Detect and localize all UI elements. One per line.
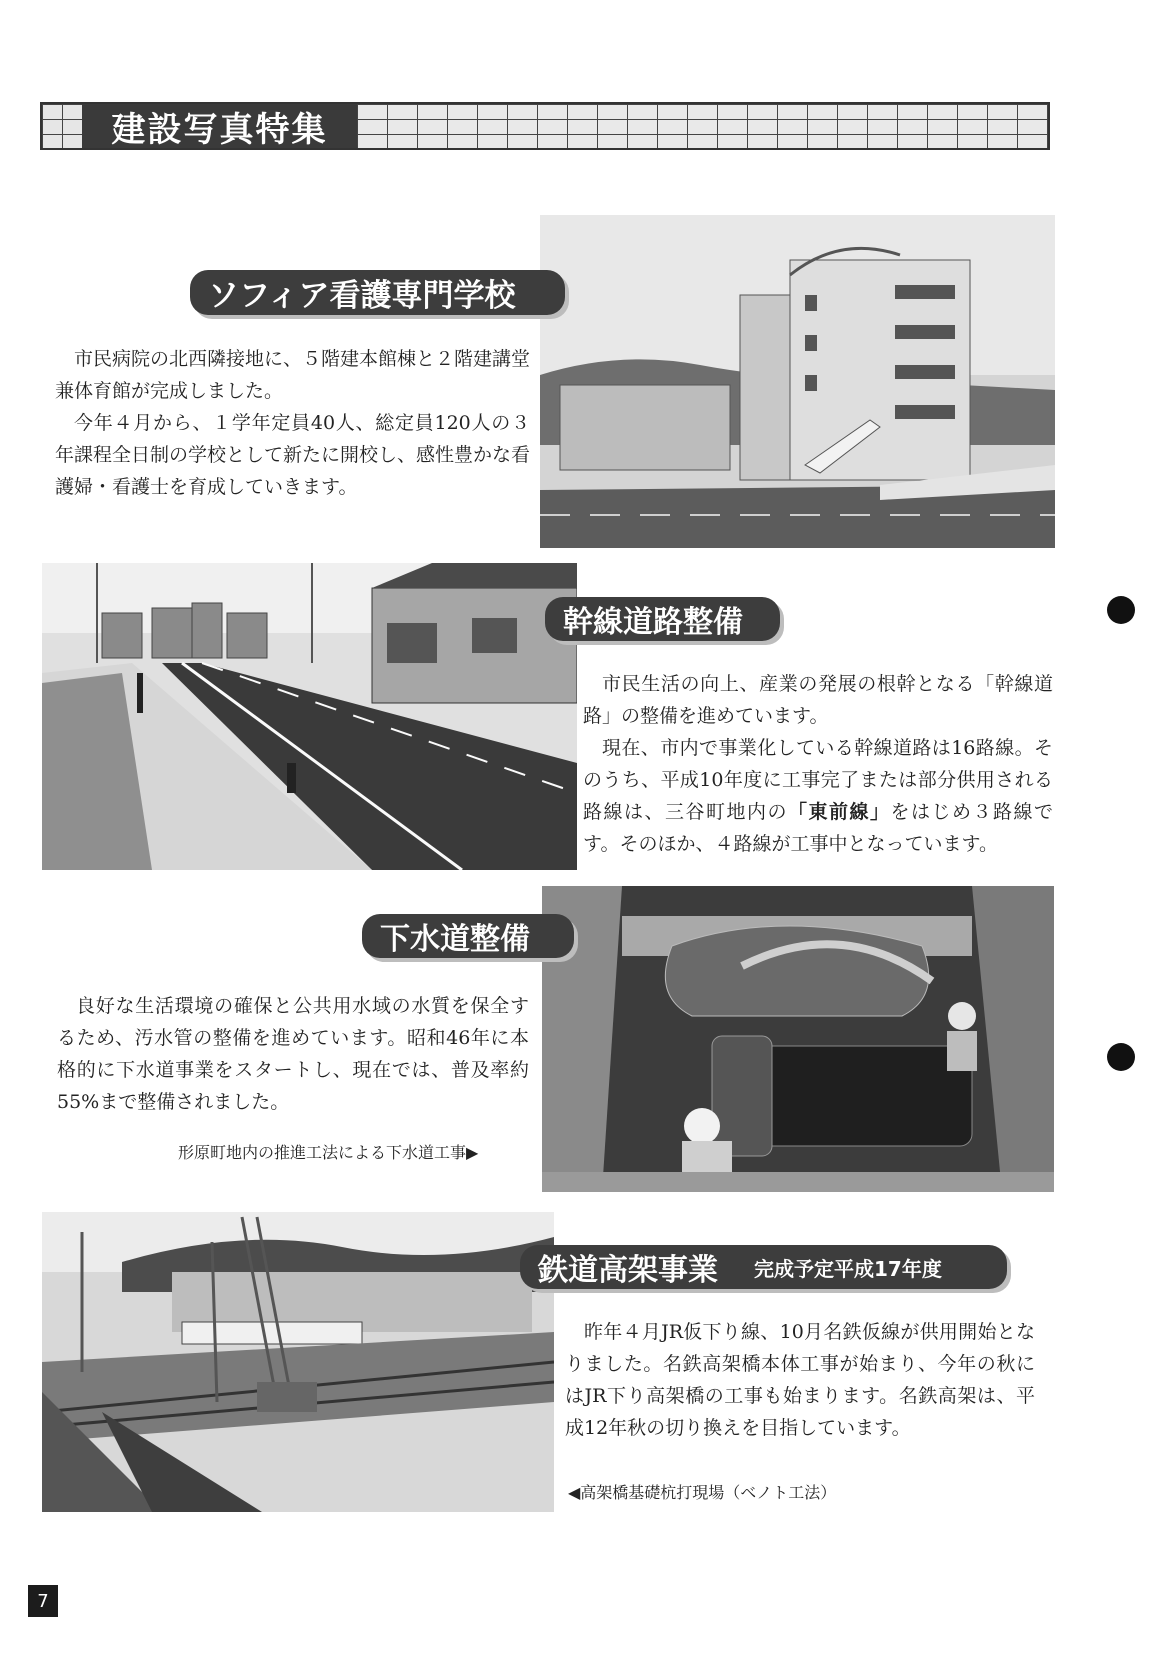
railway-text bbox=[565, 1316, 1035, 1444]
railway-elevation-photo bbox=[42, 1212, 554, 1512]
trunk-road-text bbox=[583, 668, 1053, 860]
nursing-school-building-photo bbox=[540, 215, 1055, 548]
railway-paragraph: 昨年４月JR仮下り線、10月名鉄仮線が供用開始となりました。名鉄高架橋本体工事が始まり、今年の秋にはJR下り高架橋の工事も始まります。名鉄高架は、平成12年秋の切り換えを目指しています。 bbox=[565, 1321, 1035, 1439]
nursing-school-text bbox=[55, 343, 530, 503]
binder-hole-marker-top bbox=[1107, 596, 1135, 624]
sewer-paragraph: 良好な生活環境の確保と公共用水域の水質を保全するため、汚水管の整備を進めています。昭和46年に本格的に下水道事業をスタートし、現在では、普及率約55%まで整備されました。 bbox=[57, 995, 529, 1113]
trunk-road-photo bbox=[42, 563, 577, 870]
railway-title-text: 鉄道高架事業 bbox=[538, 1253, 718, 1288]
nursing-school-paragraph-1: 市民病院の北西隣接地に、５階建本館棟と２階建講堂兼体育館が完成しました。 bbox=[55, 348, 531, 402]
brick-pattern-left bbox=[42, 104, 82, 148]
trunk-road-paragraph-1: 市民生活の向上、産業の発展の根幹となる「幹線道路」の整備を進めています。 bbox=[583, 673, 1053, 727]
binder-hole-marker-bottom bbox=[1107, 1043, 1135, 1071]
page-title: 建設写真特集 bbox=[82, 104, 357, 148]
trunk-road-paragraph-2 bbox=[583, 732, 1053, 860]
page-number: 7 bbox=[28, 1585, 58, 1617]
section-title-sewer: 下水道整備 bbox=[362, 914, 574, 958]
trunk-road-paragraph-2-part-b: をはじめ３路線です。そのほか、４路線が工事中となっています。 bbox=[583, 801, 1053, 855]
section-title-nursing-school: ソフィア看護専門学校 bbox=[190, 270, 565, 315]
nursing-school-paragraph-2: 今年４月から、１学年定員40人、総定員120人の３年課程全日制の学校として新たに開校し、感性豊かな看護婦・看護士を育成していきます。 bbox=[55, 412, 531, 498]
higashimae-line-highlight: 「東前線」 bbox=[787, 801, 891, 823]
section-title-trunk-road: 幹線道路整備 bbox=[545, 597, 780, 641]
sewer-photo-caption: 形原町地内の推進工法による下水道工事▶ bbox=[178, 1143, 479, 1162]
railway-photo-caption: ◀高架橋基礎杭打現場（ベノト工法） bbox=[568, 1483, 837, 1502]
section-header-band bbox=[40, 102, 1050, 150]
brick-pattern-right bbox=[357, 104, 1048, 148]
sewer-construction-photo bbox=[542, 886, 1054, 1192]
railway-completion-subtitle: 完成予定平成17年度 bbox=[754, 1256, 942, 1281]
section-title-railway bbox=[520, 1245, 1007, 1289]
trunk-road-paragraph-2-part-a: 現在、市内で事業化している幹線道路は16路線。そのうち、平成10年度に工事完了または部分供用される路線は、三谷町地内の bbox=[583, 737, 1053, 823]
sewer-text bbox=[57, 990, 529, 1118]
